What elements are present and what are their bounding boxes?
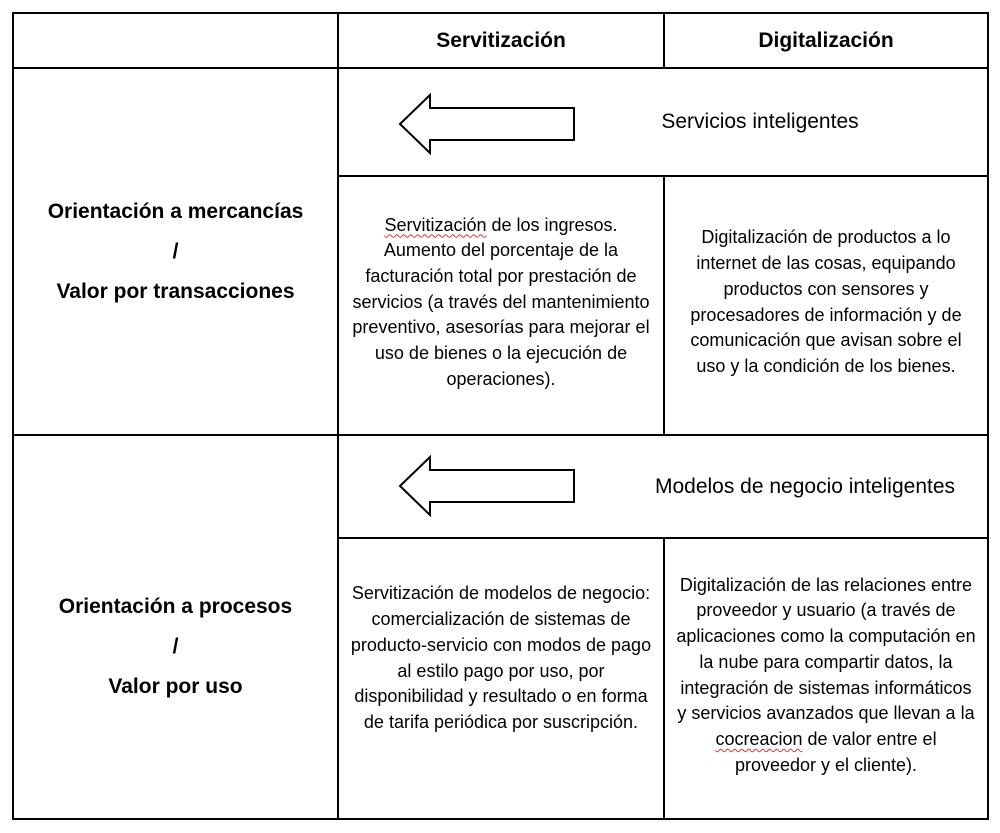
row2-servitizacion-cell: Servitización de modelos de negocio: comercialización de sistemas de producto-servicio con modos de pago al estilo pago por uso, por disponibilidad y resultado o en forma de tarifa periódica por suscripción.	[350, 583, 652, 732]
row2-banner-text: Modelos de negocio inteligentes	[654, 474, 956, 498]
row1-digitalizacion-cell: Digitalización de productos a lo internet de las cosas, equipando productos con sensores y procesadores de información y de comunicación que avisan sobre el uso y la condición de los bienes.	[690, 227, 962, 376]
header-empty	[14, 14, 337, 67]
row2-digitalizacion-word: cocreacion	[715, 728, 803, 749]
row1-banner-text: Servicios inteligentes	[661, 110, 859, 133]
row1-servitizacion-cell	[339, 177, 663, 434]
header-servitizacion: Servitización	[436, 28, 566, 52]
row2-label	[14, 436, 337, 818]
row1-servitizacion-text	[349, 213, 653, 393]
left-arrow-outline-icon	[398, 455, 578, 517]
table-border-right	[987, 12, 989, 820]
table-border-bottom	[12, 818, 989, 820]
row1-label-line2: Valor por transacciones	[56, 279, 295, 303]
row2-digitalizacion-text	[675, 573, 977, 779]
row2-digitalizacion-cell	[665, 539, 987, 818]
header-digitalizacion: Digitalización	[758, 28, 894, 52]
row2-digitalizacion-before: Digitalización de las relaciones entre proveedor y usuario (a través de aplicaciones como la computación en la nube para compartir datos, la integración de sistemas informáticos y servicios avanzados que llevan a la	[676, 574, 976, 724]
row1-label-line1: Orientación a mercancías	[47, 199, 304, 223]
row2-digitalizacion-after: de valor entre el proveedor y el cliente).	[734, 728, 937, 775]
row1-servitizacion-word: Servitización	[384, 214, 487, 235]
row2-label-separator: /	[172, 635, 179, 658]
row1-label	[14, 69, 337, 434]
row1-servitizacion-rest: de los ingresos. Aumento del porcentaje de la facturación total por prestación de servicios (a través del mantenimiento preventivo, asesorías para mejorar el uso de bienes o la ejecución de operaciones).	[352, 214, 650, 389]
left-arrow-outline-icon	[398, 93, 578, 155]
row2-label-line1: Orientación a procesos	[58, 595, 293, 618]
row1-label-separator: /	[172, 239, 179, 263]
row2-label-line2: Valor por uso	[108, 675, 243, 698]
